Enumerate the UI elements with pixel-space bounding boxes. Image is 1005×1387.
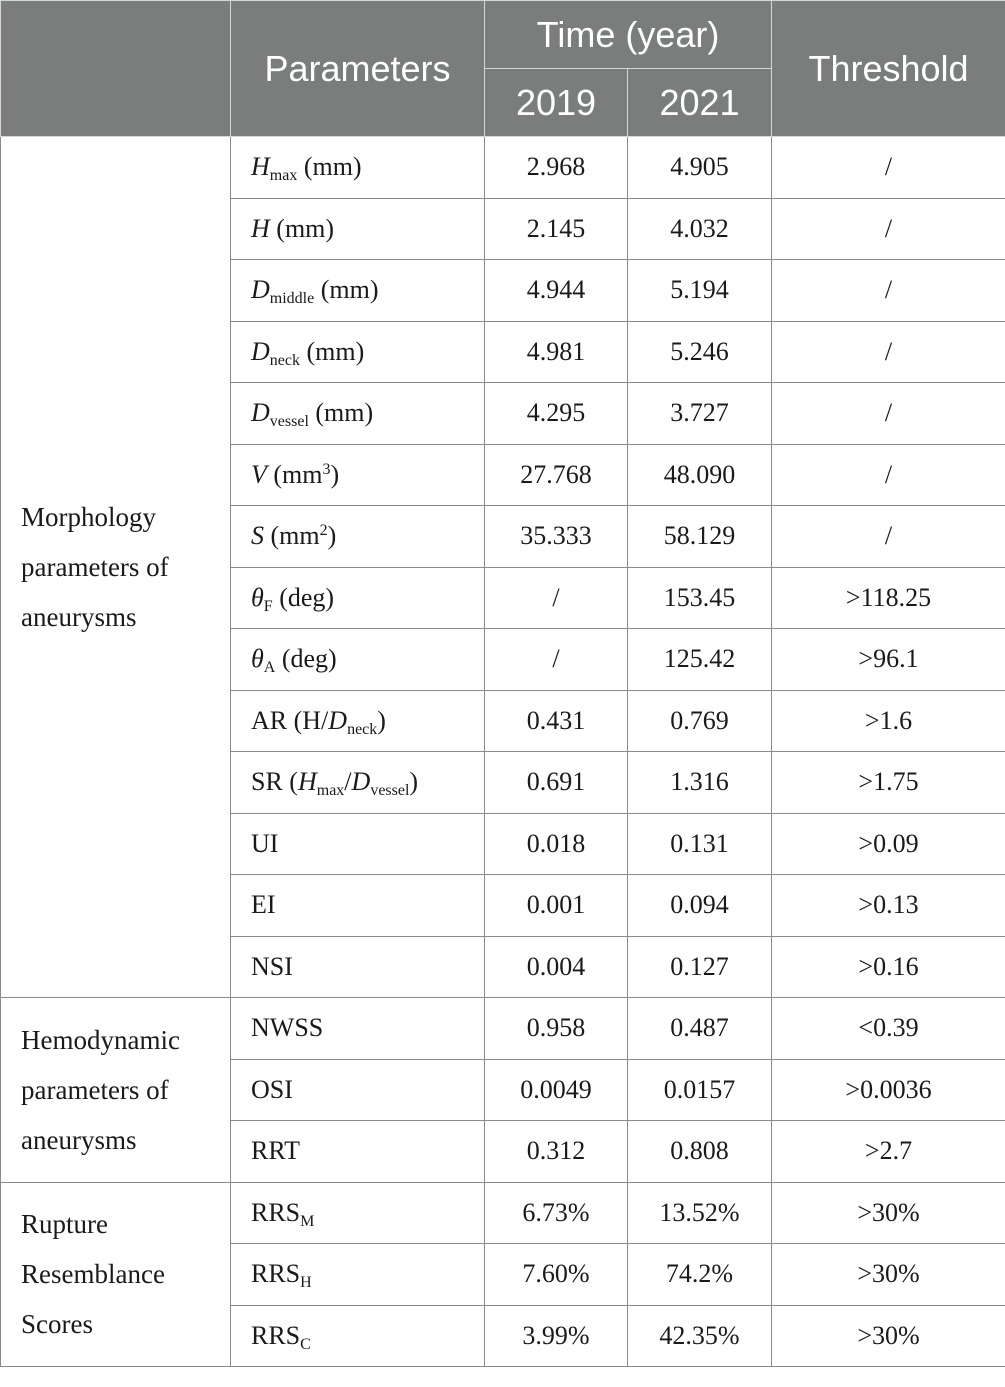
threshold-value: >0.09 [772, 813, 1005, 875]
param-cell: SR $(H_{max}/D_{vessel})$ [231, 752, 485, 814]
threshold-value: >0.0036 [772, 1059, 1005, 1121]
value-2019: 0.691 [485, 752, 628, 814]
param-cell: S $(mm^2)$ [231, 506, 485, 568]
group-morphology: Morphology parameters of aneurysms [1, 137, 231, 998]
threshold-value: / [772, 506, 1005, 568]
value-2019: 0.004 [485, 936, 628, 998]
param-cell: $H_{max}$ (mm) [231, 137, 485, 199]
param-cell: $\theta_F$ (deg) [231, 567, 485, 629]
value-2019: / [485, 567, 628, 629]
threshold-value: / [772, 137, 1005, 199]
table-row [1, 1182, 1005, 1244]
param-cell: $RRS_C$ [231, 1305, 485, 1367]
param-cell: UI [231, 813, 485, 875]
header-year-2021: 2021 [628, 69, 772, 137]
param-cell: OSI [231, 1059, 485, 1121]
value-2019: 2.968 [485, 137, 628, 199]
param-cell: $RRS_M$ [231, 1182, 485, 1244]
value-2019: 3.99% [485, 1305, 628, 1367]
value-2019: 0.431 [485, 690, 628, 752]
value-2019: 0.958 [485, 998, 628, 1060]
threshold-value: >96.1 [772, 629, 1005, 691]
value-2019: 6.73% [485, 1182, 628, 1244]
threshold-value: / [772, 383, 1005, 445]
threshold-value: >0.16 [772, 936, 1005, 998]
threshold-value: / [772, 321, 1005, 383]
table-row [1, 998, 1005, 1060]
threshold-value: >2.7 [772, 1121, 1005, 1183]
value-2021: 0.487 [628, 998, 772, 1060]
value-2021: 0.0157 [628, 1059, 772, 1121]
value-2019: 0.0049 [485, 1059, 628, 1121]
value-2021: 0.131 [628, 813, 772, 875]
value-2019: / [485, 629, 628, 691]
value-2019: 27.768 [485, 444, 628, 506]
value-2019: 7.60% [485, 1244, 628, 1306]
value-2021: 5.194 [628, 260, 772, 322]
param-cell: $RRS_H$ [231, 1244, 485, 1306]
value-2021: 0.769 [628, 690, 772, 752]
param-cell: AR $(H/D_{neck})$ [231, 690, 485, 752]
threshold-value: >0.13 [772, 875, 1005, 937]
value-2021: 42.35% [628, 1305, 772, 1367]
param-cell: V $(mm^3)$ [231, 444, 485, 506]
value-2021: 58.129 [628, 506, 772, 568]
value-2019: 0.312 [485, 1121, 628, 1183]
threshold-value: / [772, 444, 1005, 506]
value-2021: 4.032 [628, 198, 772, 260]
threshold-value: >1.6 [772, 690, 1005, 752]
table-row [1, 137, 1005, 199]
header-blank [1, 1, 231, 137]
header-threshold: Threshold [772, 1, 1005, 137]
param-cell: H (mm) [231, 198, 485, 260]
threshold-value: >30% [772, 1244, 1005, 1306]
value-2019: 4.981 [485, 321, 628, 383]
param-cell: $\theta_A$ (deg) [231, 629, 485, 691]
threshold-value: >1.75 [772, 752, 1005, 814]
param-cell: $D_{neck}$ (mm) [231, 321, 485, 383]
value-2021: 74.2% [628, 1244, 772, 1306]
header-year-2019: 2019 [485, 69, 628, 137]
value-2021: 0.808 [628, 1121, 772, 1183]
value-2021: 125.42 [628, 629, 772, 691]
threshold-value: / [772, 198, 1005, 260]
param-cell: EI [231, 875, 485, 937]
threshold-value: >30% [772, 1305, 1005, 1367]
threshold-value: <0.39 [772, 998, 1005, 1060]
value-2021: 1.316 [628, 752, 772, 814]
group-rupture: Rupture Resemblance Scores [1, 1182, 231, 1367]
value-2019: 4.944 [485, 260, 628, 322]
value-2019: 0.001 [485, 875, 628, 937]
value-2021: 153.45 [628, 567, 772, 629]
value-2019: 35.333 [485, 506, 628, 568]
param-cell: NSI [231, 936, 485, 998]
value-2021: 4.905 [628, 137, 772, 199]
value-2021: 0.127 [628, 936, 772, 998]
value-2021: 48.090 [628, 444, 772, 506]
threshold-value: >118.25 [772, 567, 1005, 629]
value-2021: 5.246 [628, 321, 772, 383]
group-hemodynamic: Hemodynamic parameters of aneurysms [1, 998, 231, 1183]
param-cell: NWSS [231, 998, 485, 1060]
header-time: Time (year) [485, 1, 772, 69]
threshold-value: >30% [772, 1182, 1005, 1244]
value-2019: 0.018 [485, 813, 628, 875]
value-2021: 3.727 [628, 383, 772, 445]
param-cell: $D_{vessel}$ (mm) [231, 383, 485, 445]
param-cell: $D_{middle}$ (mm) [231, 260, 485, 322]
value-2019: 4.295 [485, 383, 628, 445]
param-cell: RRT [231, 1121, 485, 1183]
value-2019: 2.145 [485, 198, 628, 260]
value-2021: 0.094 [628, 875, 772, 937]
header-parameters: Parameters [231, 1, 485, 137]
value-2021: 13.52% [628, 1182, 772, 1244]
threshold-value: / [772, 260, 1005, 322]
